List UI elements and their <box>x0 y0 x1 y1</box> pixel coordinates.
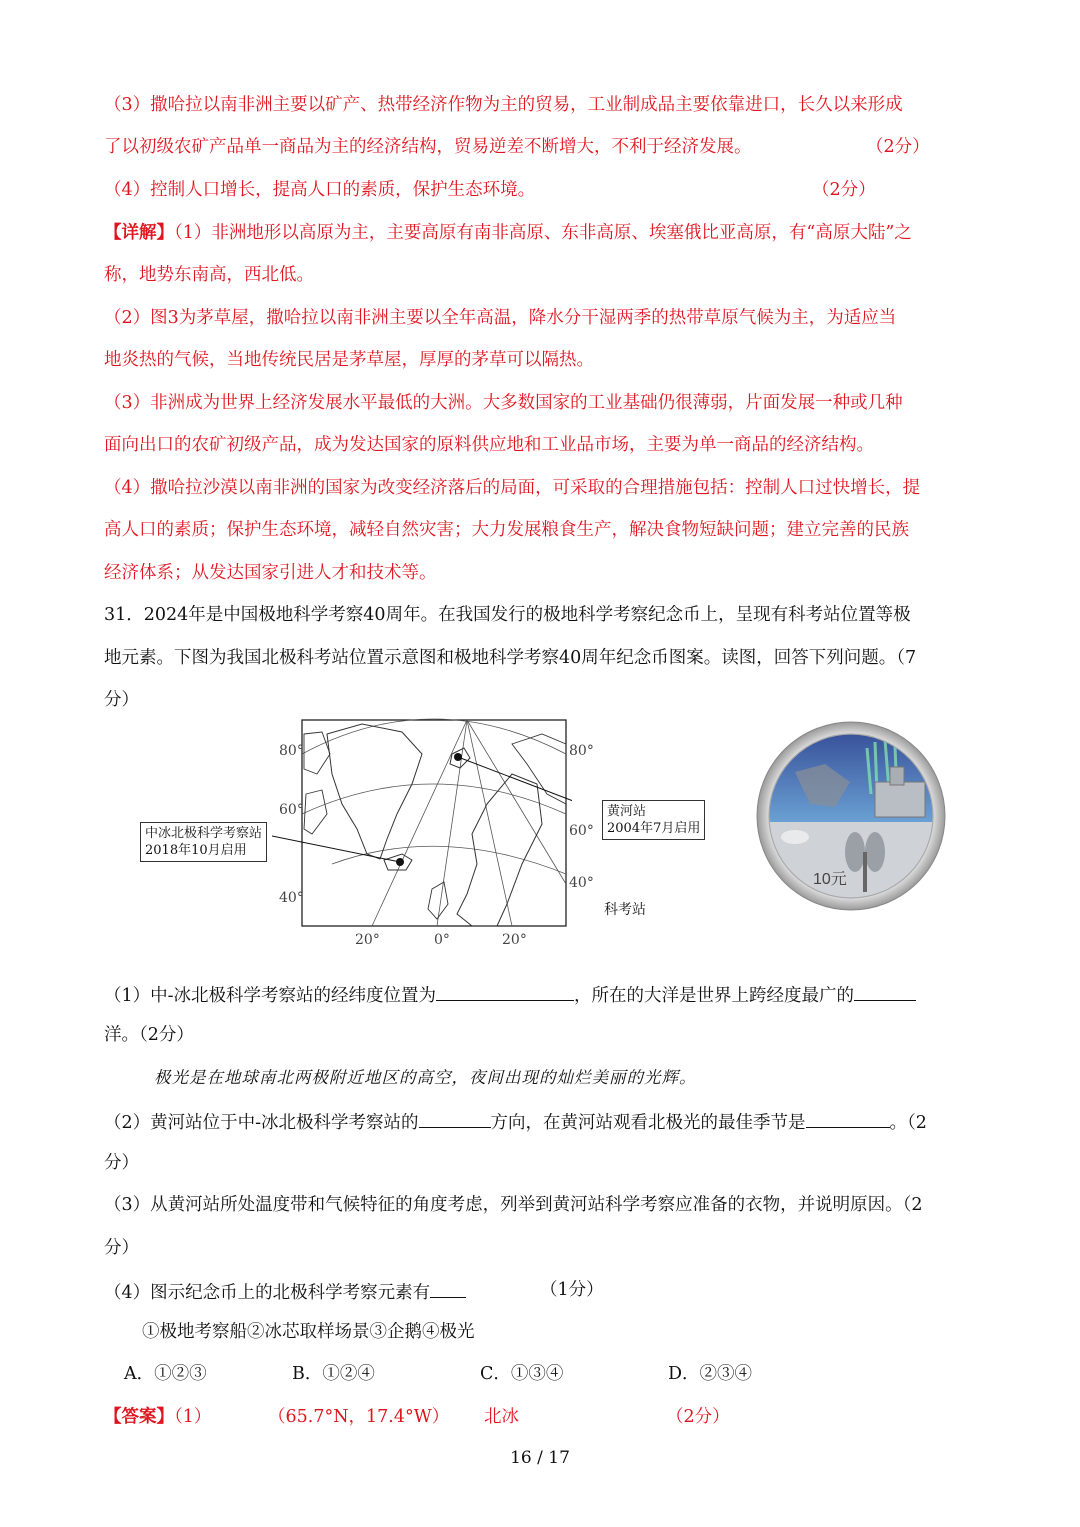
station-yellow-river-label <box>602 800 705 840</box>
polar-bear-icon <box>781 830 809 844</box>
answer-line-3b: 了以初级农矿产品单一商品为主的经济结构，贸易逆差不断增大，不利于经济发展。 <box>104 137 752 157</box>
scientist-figure-1 <box>845 832 865 872</box>
q31-line-3: 分） <box>104 690 139 710</box>
option-c[interactable]: C．①③④ <box>480 1364 564 1384</box>
detail-line-1b: 称，地势东南高，西北低。 <box>104 265 314 285</box>
q31-line-2: 地元素。下图为我国北极科考站位置示意图和极地科学考察40周年纪念币图案。读图，回答下列问题。（7 <box>104 648 917 668</box>
station-yellow-river-name: 黄河站 <box>607 804 647 819</box>
q2-text-b: 方向，在黄河站观看北极光的最佳季节是 <box>490 1113 806 1133</box>
station-yellow-river-date: 2004年7月启用 <box>607 821 701 836</box>
detail-text-1a: （1）非洲地形以高原为主，主要高原有南非高原、东非高原、埃塞俄比亚高原，有“高原大陆”之 <box>174 223 912 243</box>
lon-20e-label: 20° <box>502 932 527 948</box>
answer-line-3a: （3）撒哈拉以南非洲主要以矿产、热带经济作物为主的贸易，工业制成品主要依靠进口，长久以来形成 <box>104 95 903 115</box>
answer-num: （1） <box>174 1407 212 1427</box>
lat-80-right-label: 80° <box>569 743 594 759</box>
detail-line-2b: 地炎热的气候，当地传统民居是茅草屋，厚厚的茅草可以隔热。 <box>104 350 594 370</box>
aurora-note: 极光是在地球南北两极附近地区的高空，夜间出现的灿烂美丽的光辉。 <box>154 1068 697 1087</box>
ice-core-drill-icon <box>863 852 867 892</box>
detail-line-3a: （3）非洲成为世界上经济发展水平最低的大洲。大多数国家的工业基础仍很薄弱，片面发展一种或几种 <box>104 393 903 413</box>
q2-text-c: 。（2 <box>889 1113 927 1133</box>
icebreaker-ship-icon <box>875 782 925 817</box>
lat-60-left-label: 60° <box>279 802 304 818</box>
q4-line <box>104 1277 466 1306</box>
ship-bridge <box>890 767 904 785</box>
answer-line <box>104 1404 211 1430</box>
commemorative-coin <box>755 712 947 924</box>
answer-coord: （65.7°N，17.4°W） <box>268 1407 450 1427</box>
q4-items: ①极地考察船②冰芯取样场景③企鹅④极光 <box>142 1322 475 1342</box>
station-cn-iceland-name: 中冰北极科学考察站 <box>145 826 263 841</box>
option-b[interactable]: B．①②④ <box>292 1364 375 1384</box>
answer-tag: 【答案】 <box>104 1407 174 1427</box>
map-frame <box>302 720 566 926</box>
detail-line-2a: （2）图3为茅草屋，撒哈拉以南非洲主要以全年高温，降水分干湿两季的热带草原气候为主，为适应当 <box>104 308 897 328</box>
q2-blank-season[interactable] <box>806 1107 890 1128</box>
page-number: 16 / 17 <box>510 1448 570 1468</box>
answer-score: （2分） <box>666 1407 730 1427</box>
q3-line-end: 分） <box>104 1238 139 1258</box>
q2-line-end: 分） <box>104 1153 139 1173</box>
q2-line <box>104 1107 927 1136</box>
q1-blank-coord[interactable] <box>436 980 574 1001</box>
q4-text: （4）图示纪念币上的北极科学考察元素有 <box>104 1283 431 1303</box>
lon-20w-label: 20° <box>355 932 380 948</box>
legend-label: 科考站 <box>604 902 646 918</box>
q4-blank[interactable] <box>430 1277 466 1298</box>
q3-line: （3）从黄河站所处温度带和气候特征的角度考虑，列举到黄河站科学考察应准备的衣物，并说明原因。（2 <box>104 1195 923 1215</box>
answer-3-score: （2分） <box>866 137 930 157</box>
answer-line-4: （4）控制人口增长，提高人口的素质，保护生态环境。 <box>104 180 536 200</box>
arctic-station-map <box>272 714 572 946</box>
option-a[interactable]: A．①②③ <box>124 1364 207 1384</box>
detail-tag: 【详解】 <box>104 223 174 243</box>
q2-text-a: （2）黄河站位于中-冰北极科学考察站的 <box>104 1113 419 1133</box>
lat-40-left-label: 40° <box>279 890 304 906</box>
station-cn-iceland-date: 2018年10月启用 <box>145 843 247 858</box>
lat-60-right-label: 60° <box>569 823 594 839</box>
answer-4-score: （2分） <box>812 180 876 200</box>
lat-80-left-label: 80° <box>279 743 304 759</box>
station-cn-iceland-label <box>140 822 267 862</box>
q1-line-end: 洋。（2分） <box>104 1025 194 1045</box>
detail-line-4b: 高人口的素质；保护生态环境，减轻自然灾害；大力发展粮食生产，解决食物短缺问题；建立完善的民族 <box>104 520 909 540</box>
q2-blank-direction[interactable] <box>419 1107 491 1128</box>
detail-line-4a: （4）撒哈拉沙漠以南非洲的国家为改变经济落后的局面，可采取的合理措施包括：控制人口过快增长，提 <box>104 478 921 498</box>
lon-0-label: 0° <box>434 932 450 948</box>
lat-40-right-label: 40° <box>569 875 594 891</box>
q1-line <box>104 980 916 1009</box>
detail-line-1a <box>104 220 912 246</box>
q4-score: （1分） <box>540 1280 604 1300</box>
q1-text-b: ，所在的大洋是世界上跨经度最广的 <box>574 986 855 1006</box>
q31-line-1: 31．2024年是中国极地科学考察40周年。在我国发行的极地科学考察纪念币上，呈现有科考站位置等极 <box>104 605 911 625</box>
q1-blank-ocean[interactable] <box>854 980 916 1001</box>
answer-ocean: 北冰 <box>484 1407 519 1427</box>
coin-value: 10元 <box>813 871 847 888</box>
scientist-figure-2 <box>865 832 885 872</box>
option-d[interactable]: D．②③④ <box>668 1364 753 1384</box>
detail-line-3b: 面向出口的农矿初级产品，成为发达国家的原料供应地和工业品市场，主要为单一商品的经济结构。 <box>104 435 874 455</box>
detail-line-4c: 经济体系；从发达国家引进人才和技术等。 <box>104 563 437 583</box>
q1-text-a: （1）中-冰北极科学考察站的经纬度位置为 <box>104 986 437 1006</box>
